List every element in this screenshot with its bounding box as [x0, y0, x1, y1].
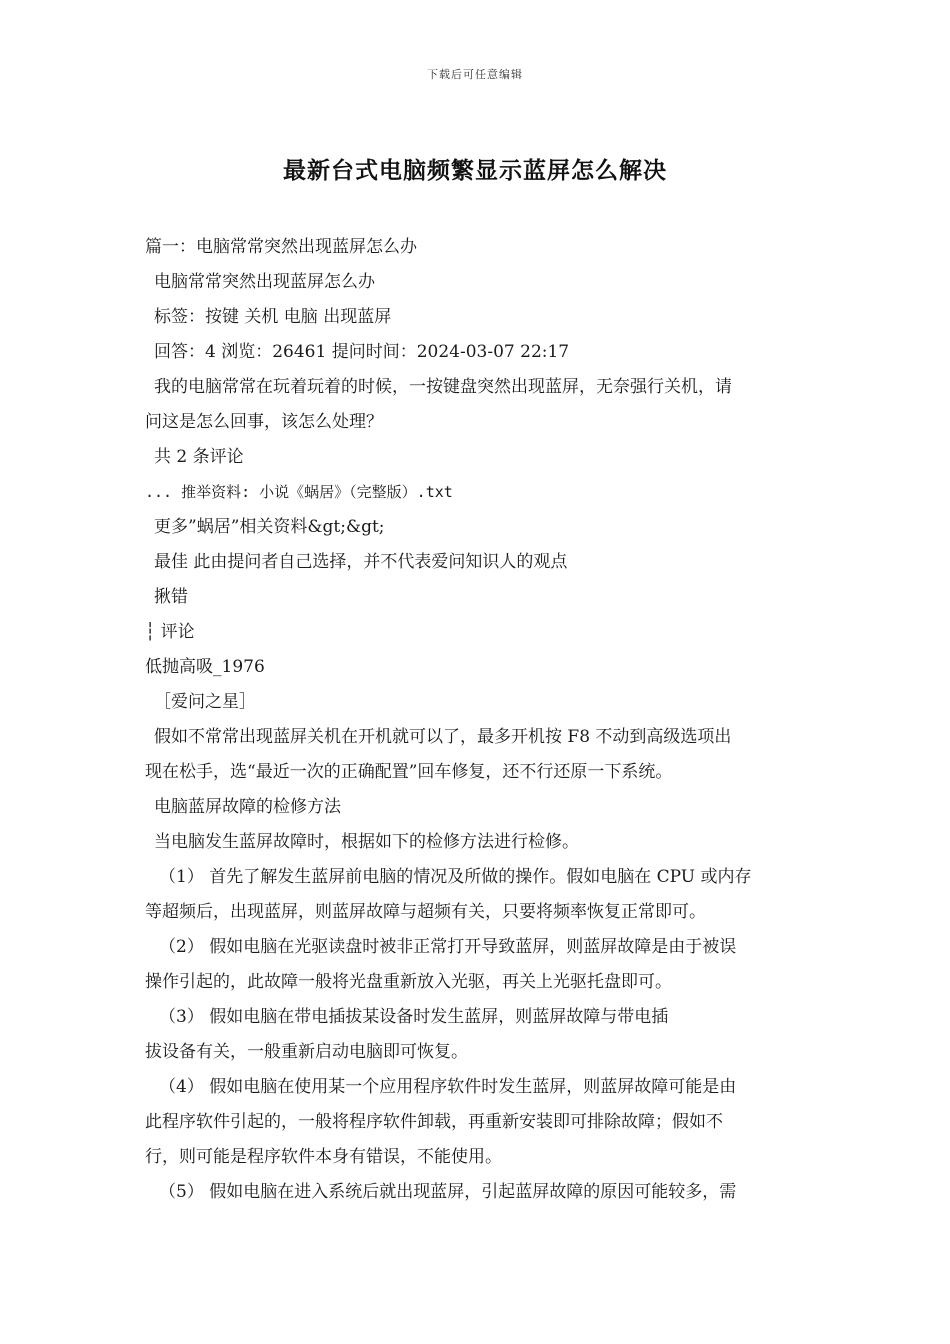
list-item-line: （3） 假如电脑在带电插拔某设备时发生蓝屏，则蓝屏故障与带电插 — [159, 1007, 669, 1027]
paragraph-line: 当电脑发生蓝屏故障时，根据如下的检修方法进行检修。 — [154, 832, 579, 852]
comment-link: ┆ 评论 — [145, 622, 195, 642]
best-answer-note: 最佳 此由提问者自己选择，并不代表爱问知识人的观点 — [154, 552, 568, 572]
recommended-resource: ... 推举资料: 小说《蜗居》（完整版）.txt — [145, 483, 453, 501]
list-item-line: （2） 假如电脑在光驱读盘时被非正常打开导致蓝屏，则蓝屏故障是由于被误 — [159, 937, 737, 957]
report-error-link: 揪错 — [154, 587, 188, 607]
list-item-line: 拔设备有关，一般重新启动电脑即可恢复。 — [145, 1042, 468, 1062]
question-title: 电脑常常突然出现蓝屏怎么办 — [154, 272, 375, 292]
subsection-heading: 电脑蓝屏故障的检修方法 — [154, 797, 341, 817]
question-body-line: 问这是怎么回事，该怎么处理？ — [145, 412, 383, 432]
list-item-line: （4） 假如电脑在使用某一个应用程序软件时发生蓝屏，则蓝屏故障可能是由 — [159, 1077, 737, 1097]
answer-body-line: 现在松手，选“最近一次的正确配置”回车修复，还不行还原一下系统。 — [145, 762, 673, 782]
answer-author: 低抛高吸_1976 — [145, 657, 265, 677]
answer-body-line: 假如不常常出现蓝屏关机在开机就可以了，最多开机按 F8 不动到高级选项出 — [154, 727, 732, 747]
answer-author-badge: ［爱问之星］ — [154, 692, 256, 712]
list-item-line: （5） 假如电脑在进入系统后就出现蓝屏，引起蓝屏故障的原因可能较多，需 — [159, 1182, 737, 1202]
more-resources-link: 更多”蜗居”相关资料&gt;&gt; — [154, 517, 385, 537]
list-item-line: 行，则可能是程序软件本身有错误，不能使用。 — [145, 1147, 502, 1167]
question-tags: 标签：按键 关机 电脑 出现蓝屏 — [154, 307, 392, 327]
question-body-line: 我的电脑常常在玩着玩着的时候，一按键盘突然出现蓝屏，无奈强行关机，请 — [154, 377, 732, 397]
document-title: 最新台式电脑频繁显示蓝屏怎么解决 — [283, 157, 667, 184]
comment-count: 共 2 条评论 — [154, 447, 244, 467]
page-header-note: 下载后可任意编辑 — [427, 68, 523, 81]
question-meta: 回答：4 浏览：26461 提问时间：2024-03-07 22:17 — [154, 342, 570, 362]
list-item-line: 此程序软件引起的，一般将程序软件卸载，再重新安装即可排除故障；假如不 — [145, 1112, 723, 1132]
document-body — [145, 230, 810, 1210]
list-item-line: 等超频后，出现蓝屏，则蓝屏故障与超频有关，只要将频率恢复正常即可。 — [145, 902, 706, 922]
section-heading: 篇一：电脑常常突然出现蓝屏怎么办 — [145, 237, 417, 257]
list-item-line: （1） 首先了解发生蓝屏前电脑的情况及所做的操作。假如电脑在 CPU 或内存 — [159, 867, 752, 887]
list-item-line: 操作引起的，此故障一般将光盘重新放入光驱，再关上光驱托盘即可。 — [145, 972, 672, 992]
